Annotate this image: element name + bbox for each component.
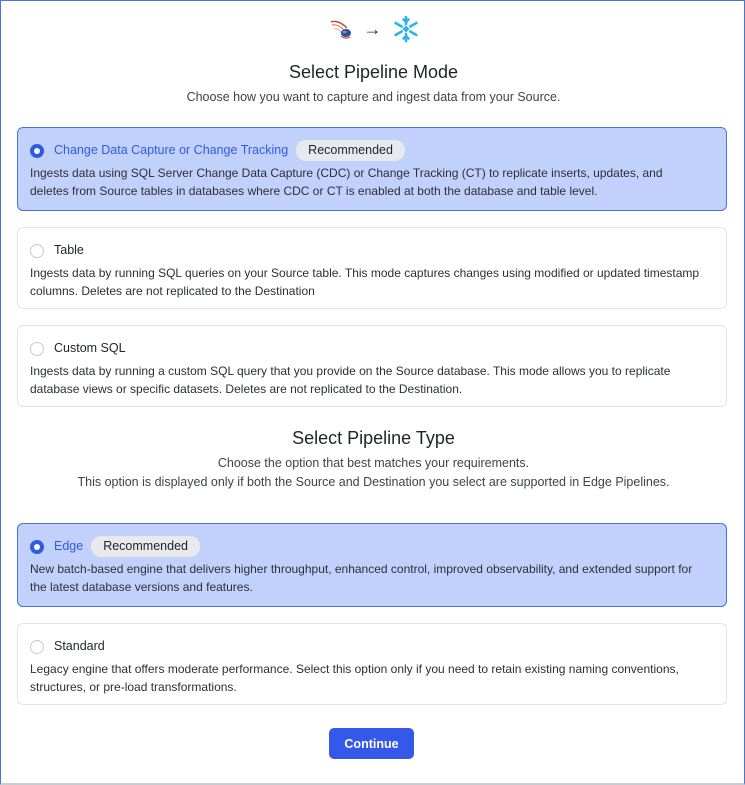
type-option-label: Edge	[54, 539, 84, 553]
type-option-description: Legacy engine that offers moderate performance. Select this option only if you need to retain existing naming conventions, structures, or pre-load transformations.	[30, 662, 679, 694]
radio-button-selected[interactable]	[30, 144, 44, 158]
mode-option-cdc[interactable]	[17, 127, 727, 211]
mode-option-custom-sql[interactable]	[17, 325, 727, 407]
radio-button-selected[interactable]	[30, 540, 44, 554]
radio-button[interactable]	[30, 342, 44, 356]
type-option-standard[interactable]	[17, 623, 727, 705]
mode-option-label: Custom SQL	[54, 341, 126, 355]
recommended-badge: Recommended	[91, 536, 200, 557]
type-option-label: Standard	[54, 639, 105, 653]
mode-option-label: Change Data Capture or Change Tracking	[54, 143, 289, 157]
connector-header	[1, 13, 745, 45]
mode-option-table[interactable]	[17, 227, 727, 309]
pipeline-mode-title: Select Pipeline Mode	[288, 62, 459, 82]
arrow-right-icon: →	[363, 19, 382, 39]
type-option-description: New batch-based engine that delivers higher throughput, enhanced control, improved observability, and extended support for the latest database versions and features.	[30, 562, 693, 594]
pipeline-type-subtitle: Choose the option that best matches your requirements.	[217, 456, 530, 470]
pipeline-mode-subtitle: Choose how you want to capture and ingest data from your Source.	[186, 90, 561, 104]
type-option-edge[interactable]	[17, 523, 727, 607]
mode-option-description: Ingests data by running a custom SQL query that you provide on the Source database. This mode allows you to replicate database views or specific datasets. Deletes are not replicated to the Destination.	[30, 364, 671, 396]
continue-button[interactable]: Continue	[329, 728, 414, 759]
pipeline-type-note: This option is displayed only if both the Source and Destination you select are supported in Edge Pipelines.	[77, 475, 670, 489]
radio-button[interactable]	[30, 640, 44, 654]
pipeline-type-title: Select Pipeline Type	[292, 428, 455, 448]
radio-button[interactable]	[30, 244, 44, 258]
source-logo-icon	[328, 16, 354, 42]
mode-option-description: Ingests data by running SQL queries on your Source table. This mode captures changes using modified or updated timestamp columns. Deletes are not replicated to the Destination	[30, 266, 700, 298]
mode-option-description: Ingests data using SQL Server Change Data Capture (CDC) or Change Tracking (CT) to replicate inserts, updates, and deletes from Source tables in databases where CDC or CT is enabled at both the database and table level.	[30, 166, 663, 198]
snowflake-icon	[392, 15, 420, 43]
recommended-badge: Recommended	[296, 140, 405, 161]
mode-option-label: Table	[54, 243, 84, 257]
